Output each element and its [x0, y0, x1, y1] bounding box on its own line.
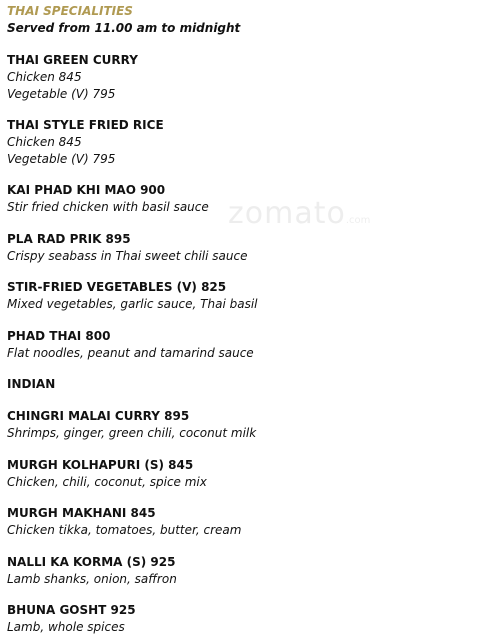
menu-item-thai-fried-rice: [7, 117, 493, 167]
item-name: MURGH MAKHANI 845: [7, 506, 156, 520]
item-line: Chicken 845: [7, 70, 82, 84]
item-line: Lamb shanks, onion, saffron: [7, 571, 177, 586]
item-line: Chicken tikka, tomatoes, butter, cream: [7, 523, 242, 537]
menu-item-kai-phad-khi-mao: [7, 182, 493, 216]
item-name: NALLI KA KORMA (S) 925: [7, 554, 176, 569]
item-name: PLA RAD PRIK 895: [7, 231, 131, 246]
menu-item-phad-thai: [7, 328, 493, 362]
item-line: Vegetable (V) 795: [7, 86, 116, 101]
menu-page: [7, 3, 493, 636]
item-line: Flat noodles, peanut and tamarind sauce: [7, 345, 254, 360]
menu-item-chingri-malai-curry: [7, 408, 493, 442]
menu-item-nalli-ka-korma: [7, 554, 493, 588]
menu-item-thai-green-curry: [7, 52, 493, 102]
menu-item-stir-fried-vegetables: [7, 279, 493, 313]
item-name: PHAD THAI 800: [7, 328, 111, 343]
watermark-sub: .com: [345, 215, 371, 226]
item-line: Stir fried chicken with basil sauce: [7, 200, 209, 214]
item-name: CHINGRI MALAI CURRY 895: [7, 409, 190, 423]
item-line: Vegetable (V) 795: [7, 151, 116, 166]
item-line: Crispy seabass in Thai sweet chili sauce: [7, 248, 248, 263]
item-line: Chicken 845: [7, 135, 82, 149]
item-line: Lamb, whole spices: [7, 620, 125, 634]
served-hours: Served from 11.00 am to midnight: [7, 21, 241, 35]
item-name: BHUNA GOSHT 925: [7, 603, 136, 617]
item-line: Mixed vegetables, garlic sauce, Thai basil: [7, 297, 258, 311]
watermark-main: zomato: [228, 196, 346, 231]
item-name: STIR-FRIED VEGETABLES (V) 825: [7, 280, 227, 294]
item-line: Chicken, chili, coconut, spice mix: [7, 474, 207, 489]
menu-item-pla-rad-prik: [7, 231, 493, 265]
item-name: THAI GREEN CURRY: [7, 53, 138, 67]
menu-item-murgh-kolhapuri: [7, 457, 493, 491]
item-name: THAI STYLE FRIED RICE: [7, 118, 164, 132]
menu-item-bhuna-gosht: [7, 602, 493, 636]
item-line: Shrimps, ginger, green chili, coconut milk: [7, 426, 257, 440]
menu-item-murgh-makhani: [7, 505, 493, 539]
item-name: MURGH KOLHAPURI (S) 845: [7, 457, 194, 472]
item-name: KAI PHAD KHI MAO 900: [7, 183, 166, 197]
section-title-thai: THAI SPECIALITIES: [7, 4, 133, 18]
section-heading-indian: INDIAN: [7, 377, 56, 391]
